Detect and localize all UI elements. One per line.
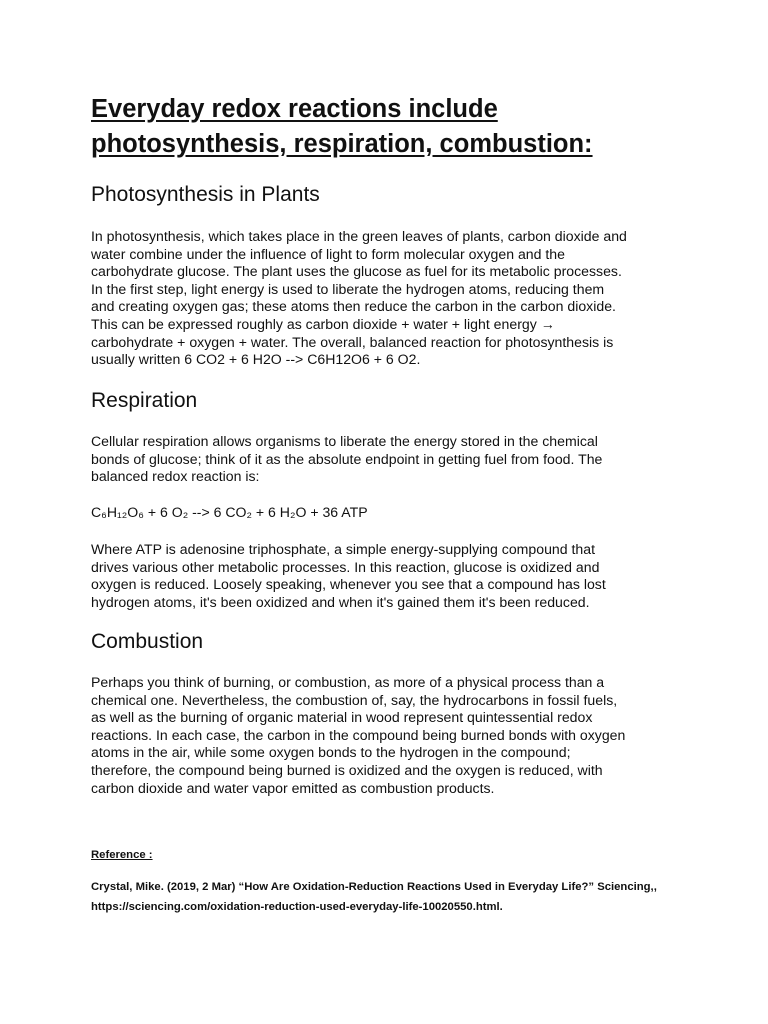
text-line: oxygen is reduced. Loosely speaking, whenever you see that a compound has lost xyxy=(91,576,606,593)
text-line: hydrogen atoms, it's been oxidized and when it's gained them it's been reduced. xyxy=(91,593,590,610)
text-line: balanced redox reaction is: xyxy=(91,468,260,485)
title-line-1: Everyday redox reactions include xyxy=(91,95,498,123)
text-line: In photosynthesis, which takes place in the green leaves of plants, carbon dioxide and xyxy=(91,228,627,244)
reference-line-1: Crystal, Mike. (2019, 2 Mar) “How Are Oxidation-Reduction Reactions Used in Everyday Life?” Sciencing,, xyxy=(91,881,657,893)
respiration-paragraph-2 xyxy=(91,541,606,611)
text-line: usually written 6 CO2 + 6 H2O --> C6H12O6 + 6 O2. xyxy=(91,351,421,368)
text-line: carbon dioxide and water vapor emitted as combustion products. xyxy=(91,779,495,796)
text-line: as well as the burning of organic material in wood represent quintessential redox xyxy=(91,709,593,726)
respiration-equation: C₆H₁₂O₆ + 6 O₂ --> 6 CO₂ + 6 H₂O + 36 ATP xyxy=(91,504,368,520)
text-line: chemical one. Nevertheless, the combustion of, say, the hydrocarbons in fossil fuels, xyxy=(91,691,618,708)
photosynthesis-paragraph xyxy=(91,228,627,369)
reference-citation xyxy=(91,877,657,917)
text-line: Cellular respiration allows organisms to liberate the energy stored in the chemical xyxy=(91,433,598,449)
text-line: bonds of glucose; think of it as the absolute endpoint in getting fuel from food. The xyxy=(91,450,603,467)
combustion-heading: Combustion xyxy=(91,630,204,653)
photosynthesis-heading: Photosynthesis in Plants xyxy=(91,183,320,206)
title-line-2: photosynthesis, respiration, combustion: xyxy=(91,130,593,158)
document-title xyxy=(91,92,593,162)
text-line: reactions. In each case, the carbon in the compound being burned bonds with oxygen xyxy=(91,726,626,743)
reference-label: Reference : xyxy=(91,849,153,861)
text-line: Where ATP is adenosine triphosphate, a simple energy-supplying compound that xyxy=(91,541,596,557)
text-line: and creating oxygen gas; these atoms then reduce the carbon in the carbon dioxide. xyxy=(91,298,616,315)
text-line: In the first step, light energy is used to liberate the hydrogen atoms, reducing them xyxy=(91,280,605,297)
text-line: carbohydrate + oxygen + water. The overall, balanced reaction for photosynthesis is xyxy=(91,333,614,350)
respiration-heading: Respiration xyxy=(91,389,198,412)
text-line: Perhaps you think of burning, or combustion, as more of a physical process than a xyxy=(91,674,605,690)
respiration-paragraph xyxy=(91,433,602,486)
text-line: carbohydrate glucose. The plant uses the glucose as fuel for its metabolic processes. xyxy=(91,263,622,280)
reference-link[interactable]: https://sciencing.com/oxidation-reduction-used-everyday-life-10020550.html. xyxy=(91,901,503,913)
text-line: This can be expressed roughly as carbon dioxide + water + light energy → xyxy=(91,315,555,332)
text-line: atoms in the air, while some oxygen bonds to the hydrogen in the compound; xyxy=(91,744,571,761)
text-line: therefore, the compound being burned is oxidized and the oxygen is reduced, with xyxy=(91,761,603,778)
text-line: drives various other metabolic processes. In this reaction, glucose is oxidized and xyxy=(91,558,600,575)
combustion-paragraph xyxy=(91,674,625,797)
text-line: water combine under the influence of light to form molecular oxygen and the xyxy=(91,245,565,262)
